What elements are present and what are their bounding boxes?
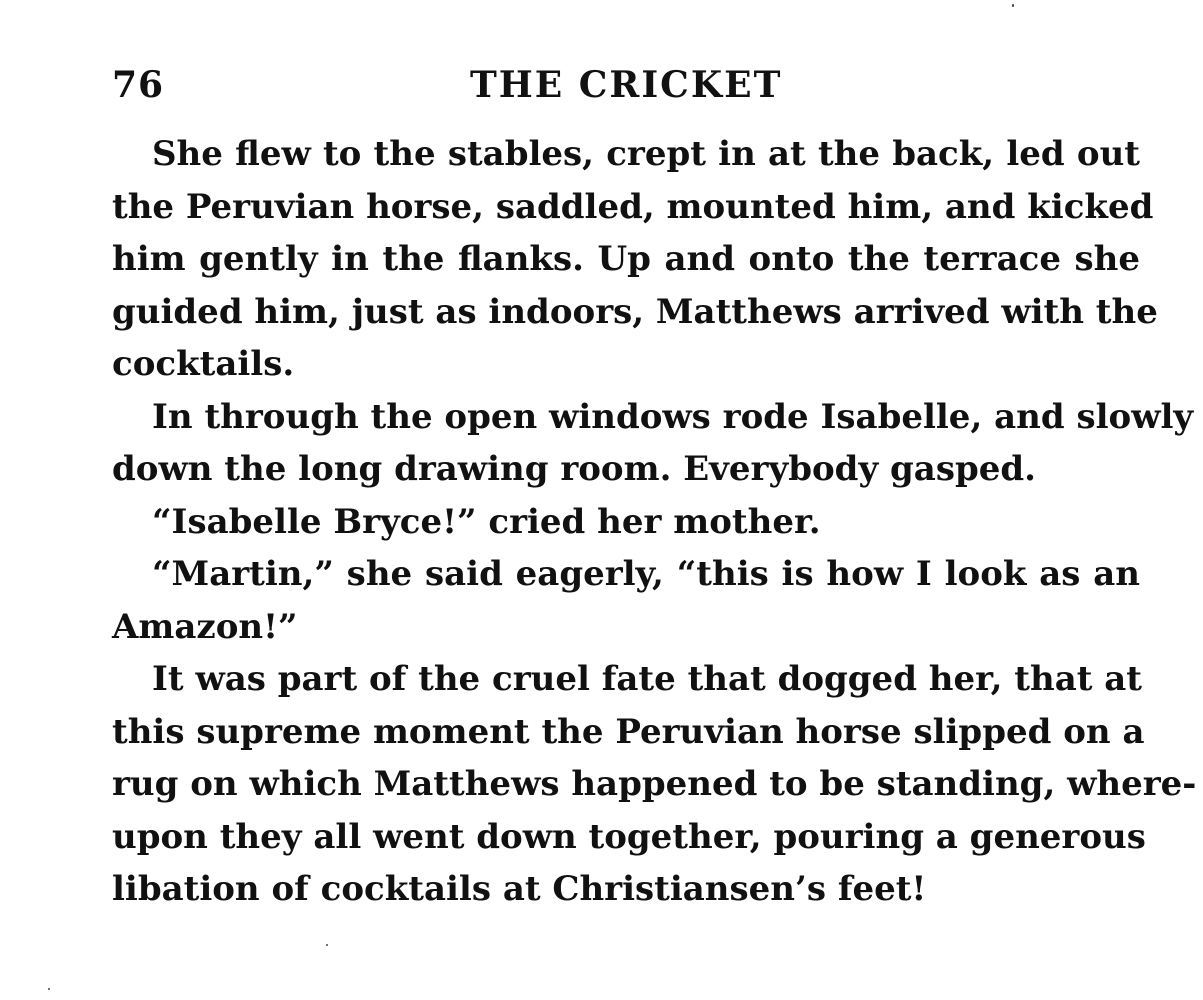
text-line: cocktails. bbox=[112, 344, 295, 384]
page-header bbox=[112, 62, 1140, 112]
scan-speck bbox=[326, 944, 328, 946]
scan-speck bbox=[1012, 4, 1014, 7]
text-line: Amazon!” bbox=[112, 606, 298, 647]
paragraph bbox=[112, 496, 1140, 549]
text-line: upon they all went down together, pouring a generous bbox=[112, 816, 1146, 857]
text-line: this supreme moment the Peruvian horse slipped on a bbox=[112, 711, 1145, 752]
text-line: down the long drawing room. Everybody gasped. bbox=[112, 449, 1036, 489]
paragraph bbox=[112, 548, 1140, 653]
scan-speck bbox=[48, 988, 50, 990]
text-line: “Martin,” she said eagerly, “this is how I look as an bbox=[152, 554, 1140, 594]
text-line: In through the open windows rode Isabelle, and slowly bbox=[152, 396, 1194, 437]
page-number: 76 bbox=[112, 64, 165, 106]
text-line: It was part of the cruel fate that dogged her, that at bbox=[152, 659, 1143, 699]
text-line: “Isabelle Bryce!” cried her mother. bbox=[152, 501, 821, 542]
body-text bbox=[112, 128, 1197, 916]
text-line: She flew to the stables, crept in at the back, led out bbox=[152, 134, 1140, 174]
running-head: THE CRICKET bbox=[470, 64, 783, 106]
text-line: libation of cocktails at Christiansen’s feet! bbox=[112, 869, 927, 909]
text-line: guided him, just as indoors, Matthews arrived with the bbox=[112, 291, 1158, 332]
text-line: the Peruvian horse, saddled, mounted him, and kicked bbox=[112, 186, 1154, 227]
paragraph bbox=[112, 128, 1158, 391]
paragraph bbox=[112, 391, 1194, 496]
text-line: him gently in the flanks. Up and onto the terrace she bbox=[112, 239, 1140, 279]
paragraph bbox=[112, 653, 1197, 916]
text-line: rug on which Matthews happened to be standing, where- bbox=[112, 764, 1197, 804]
